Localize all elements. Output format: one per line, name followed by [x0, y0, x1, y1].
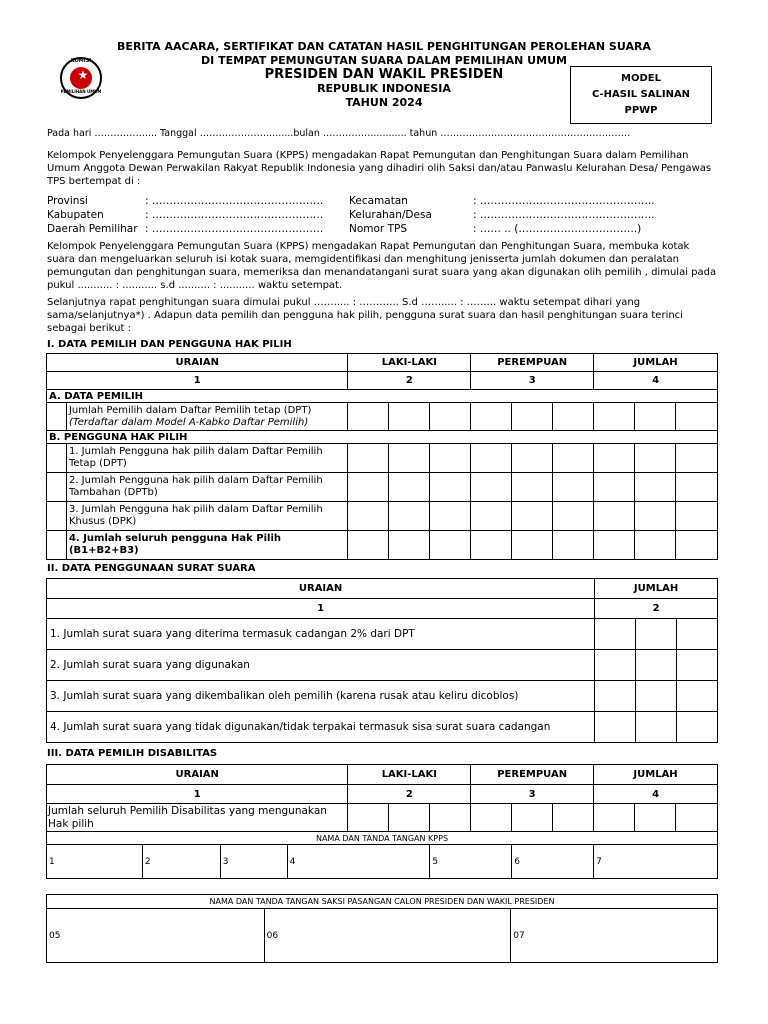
field-kelurahan-value[interactable]: : …………………………………………..	[473, 209, 655, 221]
header-line2: DI TEMPAT PEMUNGUTAN SUARA DALAM PEMILIHAN UMUM	[201, 54, 567, 67]
cell-input[interactable]	[471, 804, 512, 832]
intro-paragraph-3: Selanjutnya rapat penghitungan suara dimulai pukul ……..... : ………... S.d ……..... : ……... waktu setempat dihari yang sama/selanjutnya*) . Adapun data pemilih dan pengguna hak pilih, pengguna surat suara dan hasil penghitungan suara terinci sebagai berikut :	[47, 297, 683, 334]
col-uraian: URAIAN	[47, 354, 348, 372]
cell-input[interactable]	[677, 681, 718, 712]
cell-input[interactable]	[594, 403, 635, 431]
header-line5: TAHUN 2024	[345, 96, 423, 109]
col-num: 1	[47, 785, 348, 804]
section3-table	[46, 764, 718, 879]
cell-input[interactable]	[675, 403, 717, 431]
cell-input[interactable]	[471, 502, 512, 531]
cell-input[interactable]	[553, 502, 594, 531]
saksi-table	[46, 894, 718, 963]
cell-input[interactable]	[348, 403, 389, 431]
cell-input[interactable]	[675, 502, 717, 531]
b4-label: 4. Jumlah seluruh pengguna Hak Pilih (B1+B2+B3)	[66, 531, 348, 560]
field-daerah-value[interactable]: : ………………………………………….	[145, 223, 324, 235]
a-row1-label: Jumlah Pemilih dalam Daftar Pemilih tetap (DPT) (Terdaftar dalam Model A-Kabko Daftar Pemilih)	[66, 403, 348, 431]
cell-input[interactable]	[512, 502, 553, 531]
cell-input[interactable]	[512, 531, 553, 560]
col-uraian: URAIAN	[47, 765, 348, 785]
date-line: Pada hari ……………..... Tanggal ………………….........bulan ……………............ tahun ……………………………………………………	[47, 128, 631, 139]
table-row	[47, 650, 718, 681]
cell-input[interactable]	[389, 804, 430, 832]
table-row	[47, 444, 718, 473]
col-num: 2	[348, 372, 471, 390]
table-row	[47, 431, 718, 444]
cell-input[interactable]	[389, 531, 430, 560]
col-num: 4	[594, 785, 718, 804]
star-icon: ★	[77, 68, 89, 82]
col-perempuan: PEREMPUAN	[471, 354, 594, 372]
ss-row3: 3. Jumlah surat suara yang dikembalikan oleh pemilih (karena rusak atau keliru dicoblos)	[47, 681, 595, 712]
cell-input[interactable]	[512, 804, 553, 832]
kpps-3[interactable]: 3	[220, 845, 287, 879]
cell-input[interactable]	[348, 473, 389, 502]
section2-table	[46, 578, 718, 743]
cell-input[interactable]	[430, 804, 471, 832]
cell-input[interactable]	[389, 502, 430, 531]
col-num: 2	[595, 599, 718, 619]
table-row	[47, 473, 718, 502]
section-a-title: A. DATA PEMILIH	[47, 390, 718, 403]
kpps-2[interactable]: 2	[142, 845, 220, 879]
col-num: 3	[471, 372, 594, 390]
cell-input[interactable]	[675, 444, 717, 473]
table-row	[47, 804, 718, 832]
field-kabupaten-value[interactable]: : ………………………………………….	[145, 209, 324, 221]
saksi-title: NAMA DAN TANDA TANGAN SAKSI PASANGAN CALON PRESIDEN DAN WAKIL PRESIDEN	[47, 895, 718, 909]
cell-input[interactable]	[430, 531, 471, 560]
cell-input[interactable]	[430, 473, 471, 502]
cell-input[interactable]	[430, 502, 471, 531]
field-provinsi-label: Provinsi	[47, 195, 88, 207]
logo-text-top: KOMISI	[70, 58, 92, 64]
kpps-title: NAMA DAN TANDA TANGAN KPPS	[47, 832, 718, 845]
col-num: 1	[47, 599, 595, 619]
cell-input[interactable]	[636, 681, 677, 712]
table-row	[47, 354, 718, 372]
header-line1: BERITA AACARA, SERTIFIKAT DAN CATATAN HASIL PENGHITUNGAN PEROLEHAN SUARA	[117, 40, 651, 53]
table-row	[47, 832, 718, 845]
cell-input[interactable]	[635, 473, 676, 502]
cell-input[interactable]	[595, 650, 636, 681]
field-daerah-label: Daerah Pemilihar	[47, 223, 138, 235]
table-row	[47, 712, 718, 743]
cell-input[interactable]	[553, 804, 594, 832]
table-row	[47, 681, 718, 712]
b2-label: 2. Jumlah Pengguna hak pilih dalam Daftar Pemilih Tambahan (DPTb)	[66, 473, 348, 502]
col-jumlah: JUMLAH	[594, 765, 718, 785]
cell-input[interactable]	[675, 804, 717, 832]
cell-input[interactable]	[471, 473, 512, 502]
section1-title: I. DATA PEMILIH DAN PENGGUNA HAK PILIH	[47, 339, 292, 350]
section2-title: II. DATA PENGGUNAAN SURAT SUARA	[47, 563, 256, 574]
cell-input[interactable]	[348, 531, 389, 560]
model-line2: C-HASIL SALINAN	[591, 89, 691, 100]
field-tps-value[interactable]: : …… .. (…………………………….)	[473, 223, 642, 235]
header-line3: PRESIDEN DAN WAKIL PRESIDEN	[264, 67, 504, 82]
logo-text-bottom: PEMILIHAN UMUM	[60, 89, 102, 94]
cell-input[interactable]	[635, 502, 676, 531]
cell-input[interactable]	[636, 619, 677, 650]
col-laki: LAKI-LAKI	[348, 765, 471, 785]
model-box	[570, 66, 712, 124]
cell-input[interactable]	[430, 444, 471, 473]
saksi-05[interactable]: 05	[47, 909, 265, 963]
disabilitas-row-label: Jumlah seluruh Pemilih Disabilitas yang mengunakan Hak pilih	[47, 804, 348, 832]
table-row	[47, 909, 718, 963]
cell-input[interactable]	[389, 473, 430, 502]
cell-input[interactable]	[636, 650, 677, 681]
col-jumlah: JUMLAH	[594, 354, 718, 372]
cell-input[interactable]	[594, 444, 635, 473]
table-row	[47, 579, 718, 599]
cell-input[interactable]	[595, 712, 636, 743]
field-provinsi-value[interactable]: : ………………………………………….	[145, 195, 324, 207]
cell-input[interactable]	[595, 681, 636, 712]
col-laki: LAKI-LAKI	[348, 354, 471, 372]
section1-table	[46, 353, 718, 560]
b3-label: 3. Jumlah Pengguna hak pilih dalam Daftar Pemilih Khusus (DPK)	[66, 502, 348, 531]
cell-input[interactable]	[595, 619, 636, 650]
cell-input[interactable]	[677, 650, 718, 681]
col-num: 4	[594, 372, 718, 390]
cell-input[interactable]	[594, 473, 635, 502]
model-line3: PPWP	[624, 105, 658, 116]
cell-input[interactable]	[594, 531, 635, 560]
table-row	[47, 403, 718, 431]
section-b-title: B. PENGGUNA HAK PILIH	[47, 431, 718, 444]
ss-row2: 2. Jumlah surat suara yang digunakan	[47, 650, 595, 681]
cell-input[interactable]	[471, 531, 512, 560]
field-kecamatan-label: Kecamatan	[349, 195, 408, 207]
table-row	[47, 845, 718, 879]
cell-input[interactable]	[594, 502, 635, 531]
cell-input[interactable]	[430, 403, 471, 431]
section3-title: III. DATA PEMILIH DISABILITAS	[47, 748, 218, 759]
kpps-1[interactable]: 1	[47, 845, 143, 879]
intro-paragraph-2: Kelompok Penyelenggara Pemungutan Suara (KPPS) mengadakan Rapat Pemungutan dan Penghitungan Suara, membuka kotak suara dan mengeluarkan seluruh isi kotak suara, memgidentifikasi dan menghitung jenisserta jumlah dokumen dan peralatan pemungutan dan penghitungan suara, memeriksa dan menandatangani surat suara yang akan digunakan olih pemilih , dimulai pada pukul ........... : ........... s.d .......... : ........... waktu setempat.	[47, 241, 717, 291]
kpps-5[interactable]: 5	[430, 845, 512, 879]
kpps-7[interactable]: 7	[594, 845, 718, 879]
table-row	[47, 619, 718, 650]
cell-input[interactable]	[348, 502, 389, 531]
cell-input[interactable]	[512, 403, 553, 431]
cell-input[interactable]	[677, 619, 718, 650]
table-row	[47, 502, 718, 531]
cell-input[interactable]	[553, 444, 594, 473]
cell-input[interactable]	[635, 403, 676, 431]
intro-paragraph-1: Kelompok Penyelenggara Pemungutan Suara (KPPS) mengadakan Rapat Pemungutan dan Penghitungan Suara dalam Pemilihan Umum Anggota Dewan Perwakilan Rakyat Republik Indonesia yang dihadiri olih Saksi dan/atau Panwaslu Kelurahan Desa/ Pengawas TPS bertempat di :	[47, 150, 712, 187]
table-row	[47, 895, 718, 909]
cell-input[interactable]	[471, 403, 512, 431]
ss-row1: 1. Jumlah surat suara yang diterima termasuk cadangan 2% dari DPT	[47, 619, 595, 650]
col-uraian: URAIAN	[47, 579, 595, 599]
field-kelurahan-label: Kelurahan/Desa	[349, 209, 432, 221]
cell-input[interactable]	[675, 473, 717, 502]
cell-input[interactable]	[553, 473, 594, 502]
cell-input[interactable]	[553, 531, 594, 560]
saksi-06[interactable]: 06	[264, 909, 511, 963]
col-num: 1	[47, 372, 348, 390]
col-num: 3	[471, 785, 594, 804]
kpps-4[interactable]: 4	[287, 845, 430, 879]
b1-label: 1. Jumlah Pengguna hak pilih dalam Daftar Pemilih Tetap (DPT)	[66, 444, 348, 473]
ss-row4: 4. Jumlah surat suara yang tidak digunakan/tidak terpakai termasuk sisa surat suara cadangan	[47, 712, 595, 743]
field-kecamatan-value[interactable]: : …………………………………………..	[473, 195, 655, 207]
cell-input[interactable]	[512, 444, 553, 473]
table-row	[47, 531, 718, 560]
table-row	[47, 765, 718, 785]
cell-input[interactable]	[635, 444, 676, 473]
cell-input[interactable]	[348, 444, 389, 473]
col-jumlah: JUMLAH	[595, 579, 718, 599]
cell-input[interactable]	[389, 444, 430, 473]
cell-input[interactable]	[677, 712, 718, 743]
cell-input[interactable]	[553, 403, 594, 431]
model-line1: MODEL	[621, 73, 661, 84]
table-row	[47, 785, 718, 804]
col-num: 2	[348, 785, 471, 804]
table-row	[47, 599, 718, 619]
cell-input[interactable]	[594, 804, 635, 832]
cell-input[interactable]	[635, 531, 676, 560]
cell-input[interactable]	[635, 804, 676, 832]
kpps-6[interactable]: 6	[512, 845, 594, 879]
header-line4: REPUBLIK INDONESIA	[317, 82, 451, 95]
cell-input[interactable]	[636, 712, 677, 743]
cell-input[interactable]	[512, 473, 553, 502]
cell-input[interactable]	[348, 804, 389, 832]
field-tps-label: Nomor TPS	[349, 223, 407, 235]
saksi-07[interactable]: 07	[511, 909, 718, 963]
cell-input[interactable]	[471, 444, 512, 473]
cell-input[interactable]	[389, 403, 430, 431]
col-perempuan: PEREMPUAN	[471, 765, 594, 785]
cell-input[interactable]	[675, 531, 717, 560]
field-kabupaten-label: Kabupaten	[47, 209, 104, 221]
table-row	[47, 390, 718, 403]
table-row	[47, 372, 718, 390]
